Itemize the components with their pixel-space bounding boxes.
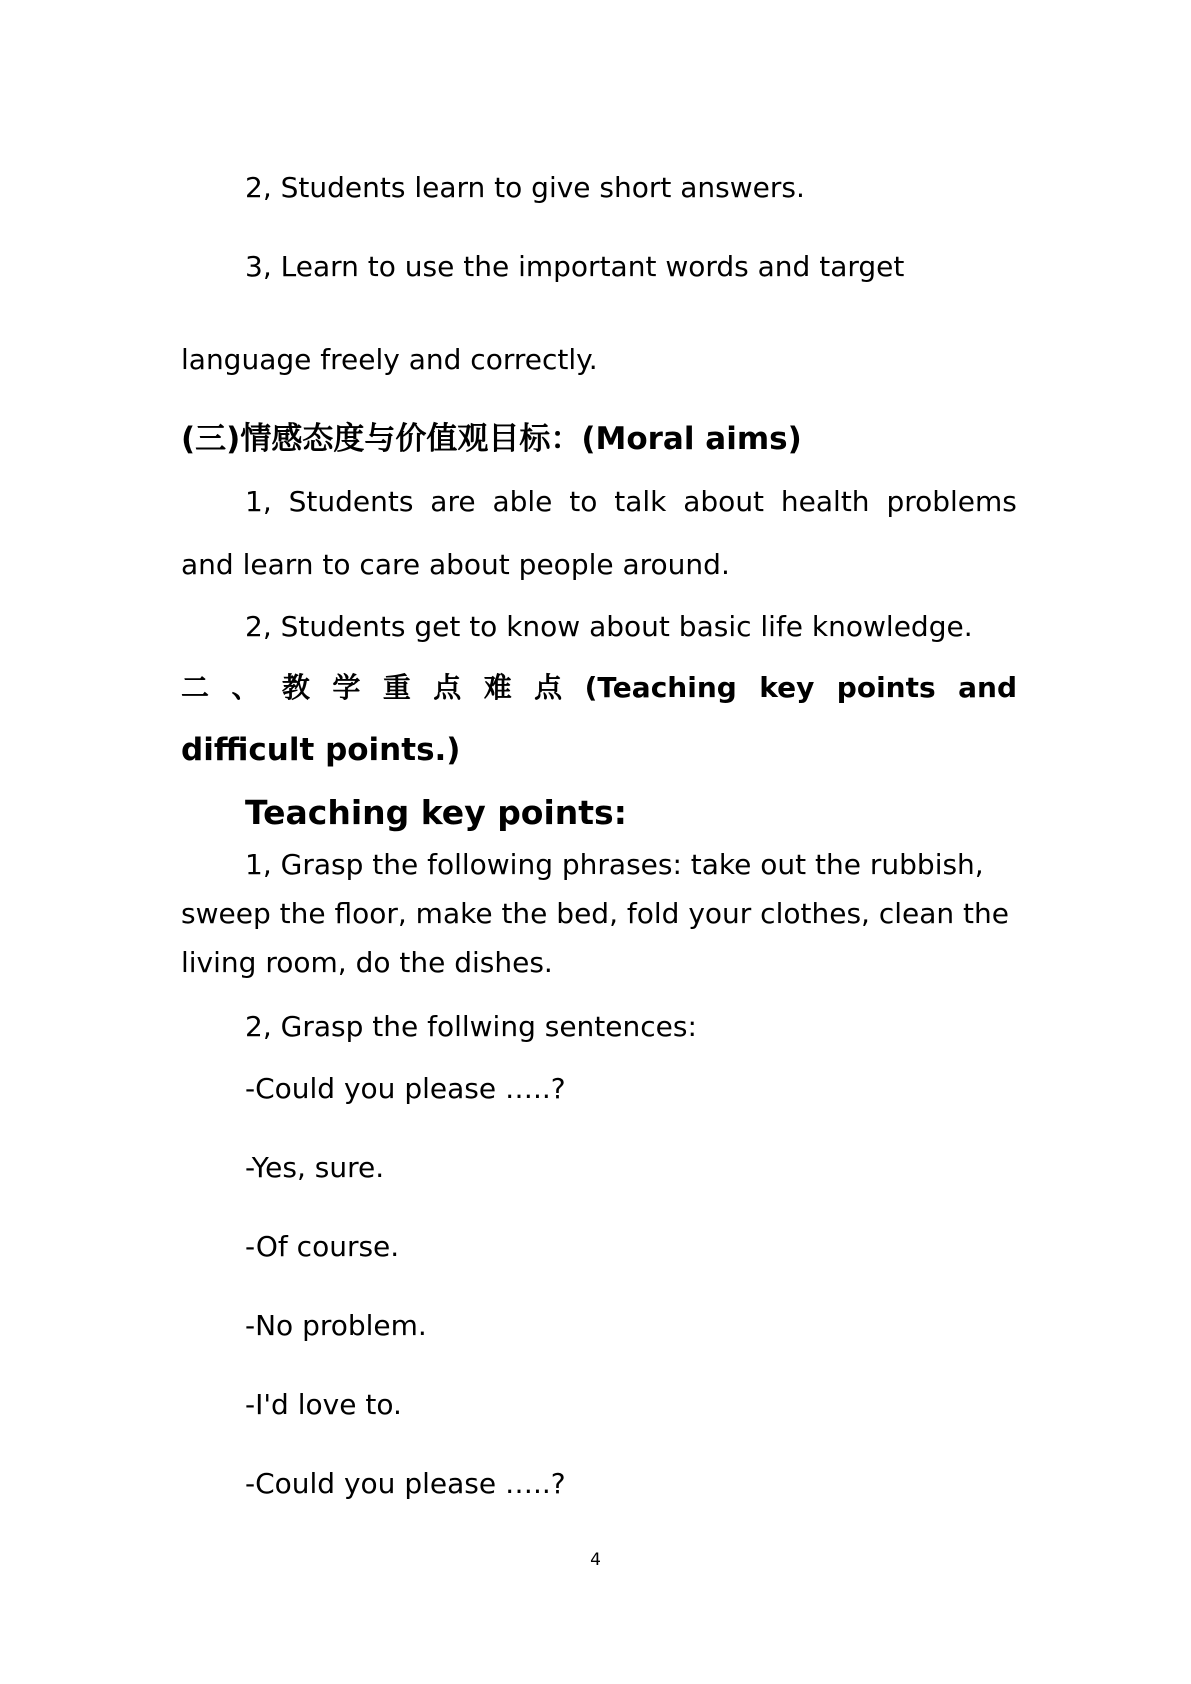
heading-token: key (759, 671, 815, 704)
heading-token: 点 (433, 671, 462, 704)
moral-aim-line: 2, Students get to know about basic life knowledge. (245, 610, 973, 643)
justified-word: talk (614, 485, 667, 518)
section-heading-moral-aims: (三)情感态度与价值观目标：(Moral aims) (181, 421, 802, 457)
section-heading-continuation: difficult points.) (181, 732, 461, 768)
justified-word: able (492, 485, 553, 518)
heading-token: 难 (483, 671, 512, 704)
heading-token: points (836, 671, 936, 704)
sentence-example: -Yes, sure. (245, 1151, 385, 1184)
heading-token: 点 (534, 671, 563, 704)
objective-line: 3, Learn to use the important words and target (245, 250, 905, 283)
key-point-line: 1, Grasp the following phrases: take out the rubbish, (245, 848, 984, 881)
heading-token: 教 (281, 671, 310, 704)
page-number: 4 (590, 1550, 601, 1570)
key-point-line-continuation: living room, do the dishes. (181, 946, 553, 979)
justified-word: about (683, 485, 765, 518)
subheading-teaching-key-points: Teaching key points: (245, 793, 627, 832)
section-heading-key-points (181, 671, 1017, 704)
justified-word: problems (886, 485, 1017, 518)
heading-token: 、 (231, 671, 260, 704)
sentence-example: -Of course. (245, 1230, 400, 1263)
justified-word: to (569, 485, 598, 518)
sentence-example: -I'd love to. (245, 1388, 402, 1421)
sentence-example: -Could you please …..? (245, 1072, 566, 1105)
objective-line-continuation: language freely and correctly. (181, 343, 598, 376)
moral-aim-line-continuation: and learn to care about people around. (181, 548, 730, 581)
justified-word: health (780, 485, 870, 518)
heading-token: 学 (332, 671, 361, 704)
justified-word: are (430, 485, 476, 518)
heading-token: 重 (382, 671, 411, 704)
heading-token: (Teaching (584, 671, 737, 704)
heading-token: 二 (181, 671, 210, 704)
heading-token: and (958, 671, 1017, 704)
justified-word: Students (288, 485, 414, 518)
sentence-example: -No problem. (245, 1309, 427, 1342)
sentence-example: -Could you please …..? (245, 1467, 566, 1500)
key-point-line-continuation: sweep the floor, make the bed, fold your clothes, clean the (181, 897, 1009, 930)
justified-word: 1, (245, 485, 272, 518)
key-point-line: 2, Grasp the follwing sentences: (245, 1010, 697, 1043)
moral-aim-line (245, 485, 1017, 518)
objective-line: 2, Students learn to give short answers. (245, 171, 805, 204)
